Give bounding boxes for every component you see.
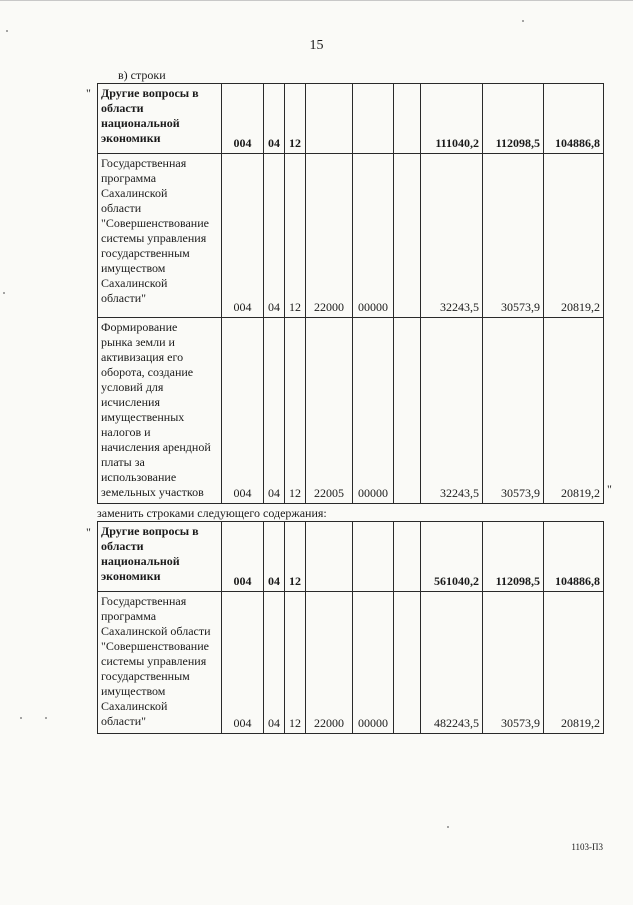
scan-speck [522,20,524,22]
row-name-line: налогов и [101,425,151,439]
new-rows-table [97,521,604,734]
budget-row [98,522,604,592]
amount-year-1: 111040,2 [421,84,483,154]
expense-type [394,154,421,318]
row-name-line: государственным [101,246,190,260]
closing-quote-old: " [607,482,612,496]
row-name-line: оборота, создание [101,365,194,379]
row-name-line: использование [101,470,177,484]
direction-code [353,522,394,592]
document-code: 1103-П3 [571,842,603,852]
row-name-line: платы за [101,455,145,469]
amount-year-1: 482243,5 [421,592,483,734]
section-code: 04 [264,84,285,154]
row-name-line: имуществом [101,684,166,698]
row-name-line: "Совершенствование [101,216,209,230]
expense-type [394,318,421,504]
program-code: 22005 [306,318,353,504]
row-name-line: Другие вопросы в [101,86,199,100]
opening-quote-new: " [86,525,91,539]
amount-year-2: 112098,5 [483,84,544,154]
row-name [98,318,222,504]
direction-code: 00000 [353,318,394,504]
expense-type [394,522,421,592]
row-name-line: экономики [101,569,161,583]
amount-year-3: 20819,2 [544,318,604,504]
amount-year-3: 104886,8 [544,522,604,592]
scan-speck [45,717,47,719]
row-name-line: исчисления [101,395,160,409]
program-code: 22000 [306,154,353,318]
row-name-line: области" [101,714,147,728]
amount-year-1: 32243,5 [421,318,483,504]
amount-year-2: 112098,5 [483,522,544,592]
scan-speck [447,826,449,828]
subsection-code: 12 [285,318,306,504]
row-name-line: Формирование [101,320,178,334]
amount-year-3: 20819,2 [544,154,604,318]
old-rows-table [97,83,604,504]
subsection-code: 12 [285,84,306,154]
expense-type [394,592,421,734]
program-code: 22000 [306,592,353,734]
row-name-line: Другие вопросы в [101,524,199,538]
amount-year-3: 20819,2 [544,592,604,734]
row-name [98,154,222,318]
row-name [98,84,222,154]
row-name-line: "Совершенствование [101,639,209,653]
direction-code [353,84,394,154]
caption-replace: заменить строками следующего содержания: [97,506,327,520]
row-name-line: Государственная [101,156,187,170]
ministry-code: 004 [222,318,264,504]
amount-year-1: 561040,2 [421,522,483,592]
row-name-line: области [101,201,142,215]
row-name-line: национальной [101,116,180,130]
section-code: 04 [264,592,285,734]
amount-year-1: 32243,5 [421,154,483,318]
row-name-line: Сахалинской [101,186,168,200]
budget-row [98,318,604,504]
program-code [306,84,353,154]
row-name [98,522,222,592]
direction-code: 00000 [353,592,394,734]
row-name-line: начисления арендной [101,440,211,454]
budget-row [98,84,604,154]
ministry-code: 004 [222,154,264,318]
row-name-line: экономики [101,131,161,145]
scan-speck [6,30,8,32]
row-name-line: национальной [101,554,180,568]
row-name-line: программа [101,171,157,185]
ministry-code: 004 [222,522,264,592]
section-code: 04 [264,154,285,318]
expense-type [394,84,421,154]
amount-year-3: 104886,8 [544,84,604,154]
budget-row [98,154,604,318]
page-number: 15 [309,38,324,53]
ministry-code: 004 [222,84,264,154]
opening-quote-old: " [86,86,91,100]
section-code: 04 [264,318,285,504]
subsection-code: 12 [285,154,306,318]
row-name-line: системы управления [101,654,207,668]
program-code [306,522,353,592]
ministry-code: 004 [222,592,264,734]
subsection-code: 12 [285,522,306,592]
subsection-code: 12 [285,592,306,734]
section-code: 04 [264,522,285,592]
caption-b-rows: в) строки [118,68,166,82]
row-name-line: системы управления [101,231,207,245]
row-name-line: государственным [101,669,190,683]
row-name-line: области" [101,291,147,305]
row-name-line: области [101,101,144,115]
row-name-line: имущественных [101,410,185,424]
scan-speck [3,292,5,294]
row-name-line: программа [101,609,157,623]
row-name-line: Государственная [101,594,187,608]
row-name-line: рынка земли и [101,335,175,349]
budget-row [98,592,604,734]
row-name-line: Сахалинской области [101,624,211,638]
page-top-edge [0,0,633,1]
scan-speck [20,717,22,719]
row-name-line: имуществом [101,261,166,275]
amount-year-2: 30573,9 [483,592,544,734]
row-name-line: земельных участков [101,485,204,499]
row-name-line: области [101,539,144,553]
direction-code: 00000 [353,154,394,318]
amount-year-2: 30573,9 [483,318,544,504]
row-name-line: Сахалинской [101,699,168,713]
row-name-line: Сахалинской [101,276,168,290]
amount-year-2: 30573,9 [483,154,544,318]
row-name-line: активизация его [101,350,184,364]
row-name [98,592,222,734]
row-name-line: условий для [101,380,164,394]
